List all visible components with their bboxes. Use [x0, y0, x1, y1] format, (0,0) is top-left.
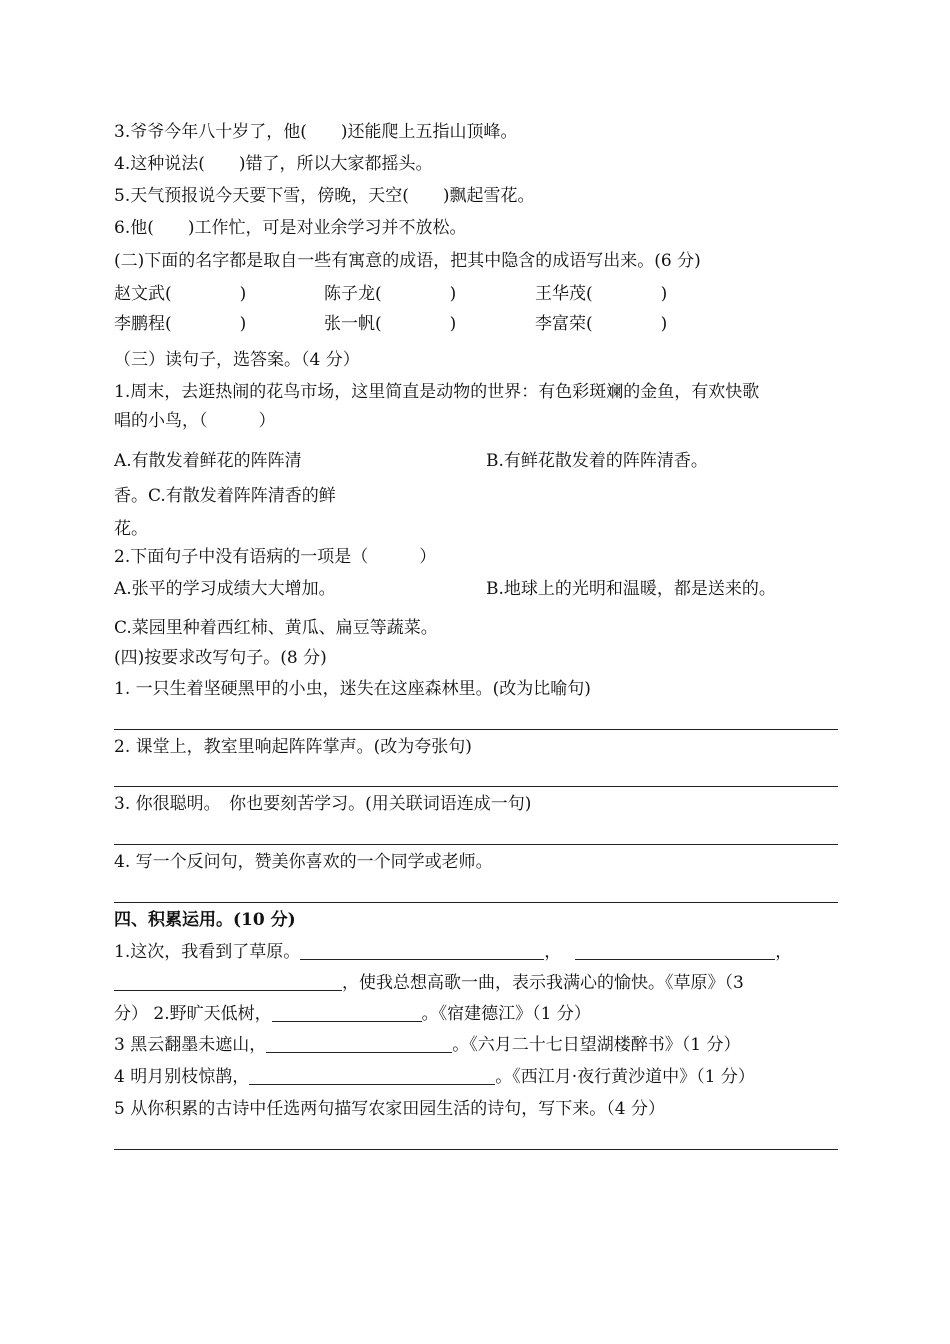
- question-5: 5.天气预报说今天要下雪，傍晚，天空( )飘起雪花。: [114, 186, 535, 206]
- option-a: A.有散发着鲜花的阵阵清: [114, 451, 302, 471]
- poem-prefix: 分） 2.野旷天低树，: [114, 1004, 272, 1024]
- section-3-q1-line1: 1.周末，去逛热闹的花鸟市场，这里简直是动物的世界：有色彩斑斓的金鱼，有欢快歌: [114, 382, 760, 402]
- answer-line[interactable]: [114, 902, 838, 903]
- fill-blank[interactable]: [249, 1066, 495, 1085]
- poem-line-1: [114, 941, 792, 963]
- option-b: B.有鲜花散发着的阵阵清香。: [486, 451, 708, 471]
- comma: ，: [775, 942, 793, 962]
- poem-prefix: 3 黑云翻墨未遮山，: [114, 1035, 267, 1055]
- name-item: 李鹏程( ): [114, 314, 247, 334]
- section-3-heading: （三）读句子，选答案。（4 分）: [114, 350, 360, 370]
- question-6: 6.他( )工作忙，可是对业余学习并不放松。: [114, 218, 467, 238]
- name-item: 王华茂( ): [535, 284, 668, 304]
- poem-suffix: 。《西江月·夜行黄沙道中》（1 分）: [495, 1067, 755, 1087]
- answer-line[interactable]: [114, 729, 838, 730]
- poem-prefix: 4 明月别枝惊鹊，: [114, 1067, 250, 1087]
- fill-blank[interactable]: [300, 941, 544, 960]
- fill-blank[interactable]: [114, 972, 342, 991]
- poem-suffix: ，使我总想高歌一曲，表示我满心的愉快。《草原》（3: [342, 973, 744, 993]
- fill-blank[interactable]: [575, 941, 775, 960]
- poem-line-5: [114, 1066, 755, 1088]
- poem-line-6: 5 从你积累的古诗中任选两句描写农家田园生活的诗句，写下来。（4 分）: [114, 1099, 665, 1119]
- rewrite-item: 2. 课堂上，教室里响起阵阵掌声。(改为夸张句): [114, 737, 472, 757]
- name-item: 陈子龙( ): [324, 284, 457, 304]
- section-4-heading: (四)按要求改写句子。(8 分): [114, 648, 327, 668]
- option-c-continued: 花。: [114, 519, 148, 539]
- poem-line-3: [114, 1003, 591, 1025]
- name-item: 张一帆( ): [324, 314, 457, 334]
- answer-line[interactable]: [114, 786, 838, 787]
- section-3-q2: 2.下面句子中没有语病的一项是（ ）: [114, 547, 437, 567]
- poem-suffix: 。《六月二十七日望湖楼醉书》（1 分）: [452, 1035, 741, 1055]
- fill-blank[interactable]: [266, 1034, 452, 1053]
- option-a-continued: 香。C.有散发着阵阵清香的鲜: [114, 486, 336, 506]
- rewrite-item: 4. 写一个反问句，赞美你喜欢的一个同学或老师。: [114, 852, 493, 872]
- option-b: B.地球上的光明和温暖，都是送来的。: [486, 579, 776, 599]
- answer-line[interactable]: [114, 1149, 838, 1150]
- comma: ，: [544, 942, 562, 962]
- question-3: 3.爷爷今年八十岁了，他( )还能爬上五指山顶峰。: [114, 122, 518, 142]
- section-2-heading: (二)下面的名字都是取自一些有寓意的成语，把其中隐含的成语写出来。(6 分): [114, 251, 701, 271]
- fill-blank[interactable]: [272, 1003, 422, 1022]
- rewrite-item: 1. 一只生着坚硬黑甲的小虫，迷失在这座森林里。(改为比喻句): [114, 679, 591, 699]
- part-4-heading: 四、积累运用。(10 分): [114, 910, 296, 930]
- poem-prefix: 1.这次，我看到了草原。: [114, 942, 301, 962]
- question-4: 4.这种说法( )错了，所以大家都摇头。: [114, 154, 433, 174]
- poem-line-4: [114, 1034, 740, 1056]
- name-item: 李富荣( ): [535, 314, 668, 334]
- option-a: A.张平的学习成绩大大增加。: [114, 579, 336, 599]
- name-item: 赵文武( ): [114, 284, 247, 304]
- option-c: C.菜园里种着西红柿、黄瓜、扁豆等蔬菜。: [114, 618, 438, 638]
- poem-suffix: 。《宿建德江》（1 分）: [421, 1004, 591, 1024]
- answer-line[interactable]: [114, 844, 838, 845]
- rewrite-item: 3. 你很聪明。 你也要刻苦学习。(用关联词语连成一句): [114, 794, 532, 814]
- poem-line-2: [114, 972, 744, 994]
- section-3-q1-line2: 唱的小鸟，（ ）: [114, 411, 276, 431]
